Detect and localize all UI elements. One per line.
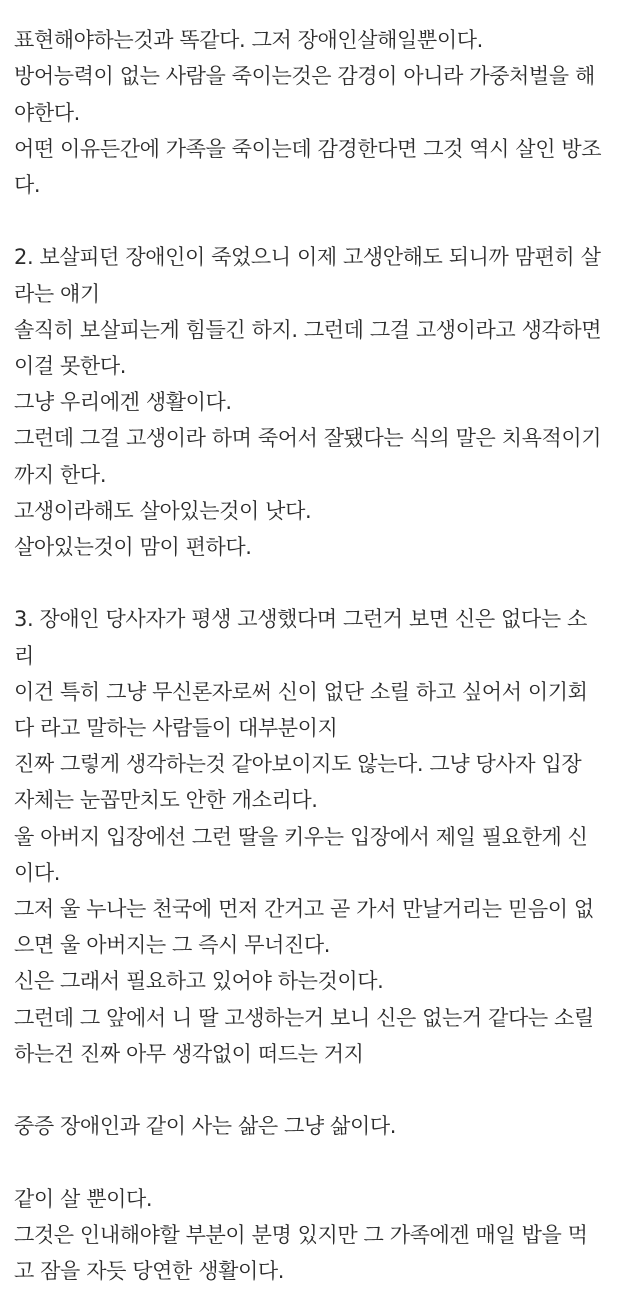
text-line: 라는 얘기 <box>14 281 100 306</box>
text-line: 이건 특히 그냥 무신론자로써 신이 없단 소릴 하고 싶어서 이기회 <box>14 679 588 704</box>
text-line: 그냥 우리에겐 생활이다. <box>14 390 232 415</box>
text-line: 다. <box>14 173 41 197</box>
text-line: 그저 울 누나는 천국에 먼저 간거고 곧 가서 만날거리는 믿음이 없 <box>14 897 594 922</box>
text-line: 표현해야하는것과 똑같다. 그저 장애인살해일뿐이다. <box>14 28 483 53</box>
text-line: 까지 한다. <box>14 462 107 487</box>
paragraph-spacer <box>14 565 626 601</box>
text-line: 으면 울 아버지는 그 즉시 무너진다. <box>14 933 331 958</box>
text-line: 울 아버지 입장에선 그런 딸을 키우는 입장에서 제일 필요한게 신 <box>14 824 588 849</box>
text-line: 그것은 인내해야할 부분이 분명 있지만 그 가족에겐 매일 밥을 먹 <box>14 1222 588 1247</box>
paragraph-spacer <box>14 1144 626 1180</box>
text-line: 그런데 그 앞에서 니 딸 고생하는거 보니 신은 없는거 같다는 소릴 <box>14 1005 594 1030</box>
text-line: 진짜 그렇게 생각하는것 같아보이지도 않는다. 그냥 당사자 입장 <box>14 752 582 777</box>
text-line: 자체는 눈꼽만치도 안한 개소리다. <box>14 788 318 813</box>
section-heading-2: 2. 보살피던 장애인이 죽었으니 이제 고생안해도 되니까 맘편히 살 <box>14 245 601 270</box>
paragraph-spacer <box>14 203 626 239</box>
text-line: 중증 장애인과 같이 사는 삶은 그냥 삶이다. <box>14 1114 396 1139</box>
text-line: 방어능력이 없는 사람을 죽이는것은 감경이 아니라 가중처벌을 해 <box>14 64 595 89</box>
text-line: 하는건 진짜 아무 생각없이 떠드는 거지 <box>14 1041 364 1066</box>
paragraph-spacer <box>14 1072 626 1108</box>
text-line: 같이 살 뿐이다. <box>14 1186 153 1211</box>
text-line: 솔직히 보살피는게 힘들긴 하지. 그런데 그걸 고생이라고 생각하면 <box>14 317 602 342</box>
text-line: 그런데 그걸 고생이라 하며 죽어서 잘됐다는 식의 말은 치욕적이기 <box>14 426 602 451</box>
text-line-top-partial <box>14 0 626 22</box>
text-line: 고 잠을 자듯 당연한 생활이다. <box>14 1259 285 1284</box>
text-line: 살아있는것이 맘이 편하다. <box>14 535 252 560</box>
text-line: 다 라고 말하는 사람들이 대부분이지 <box>14 716 338 741</box>
text-line: 리 <box>14 643 34 668</box>
text-line: 이다. <box>14 860 61 885</box>
text-line: 이걸 못한다. <box>14 354 126 378</box>
section-heading-3: 3. 장애인 당사자가 평생 고생했다며 그런거 보면 신은 없다는 소 <box>14 607 587 632</box>
text-line: 야한다. <box>14 100 80 125</box>
text-line: 어떤 이유든간에 가족을 죽이는데 감경한다면 그것 역시 살인 방조 <box>14 136 602 161</box>
text-line: 신은 그래서 필요하고 있어야 하는것이다. <box>14 969 384 994</box>
text-line: 고생이라해도 살아있는것이 낫다. <box>14 498 312 523</box>
